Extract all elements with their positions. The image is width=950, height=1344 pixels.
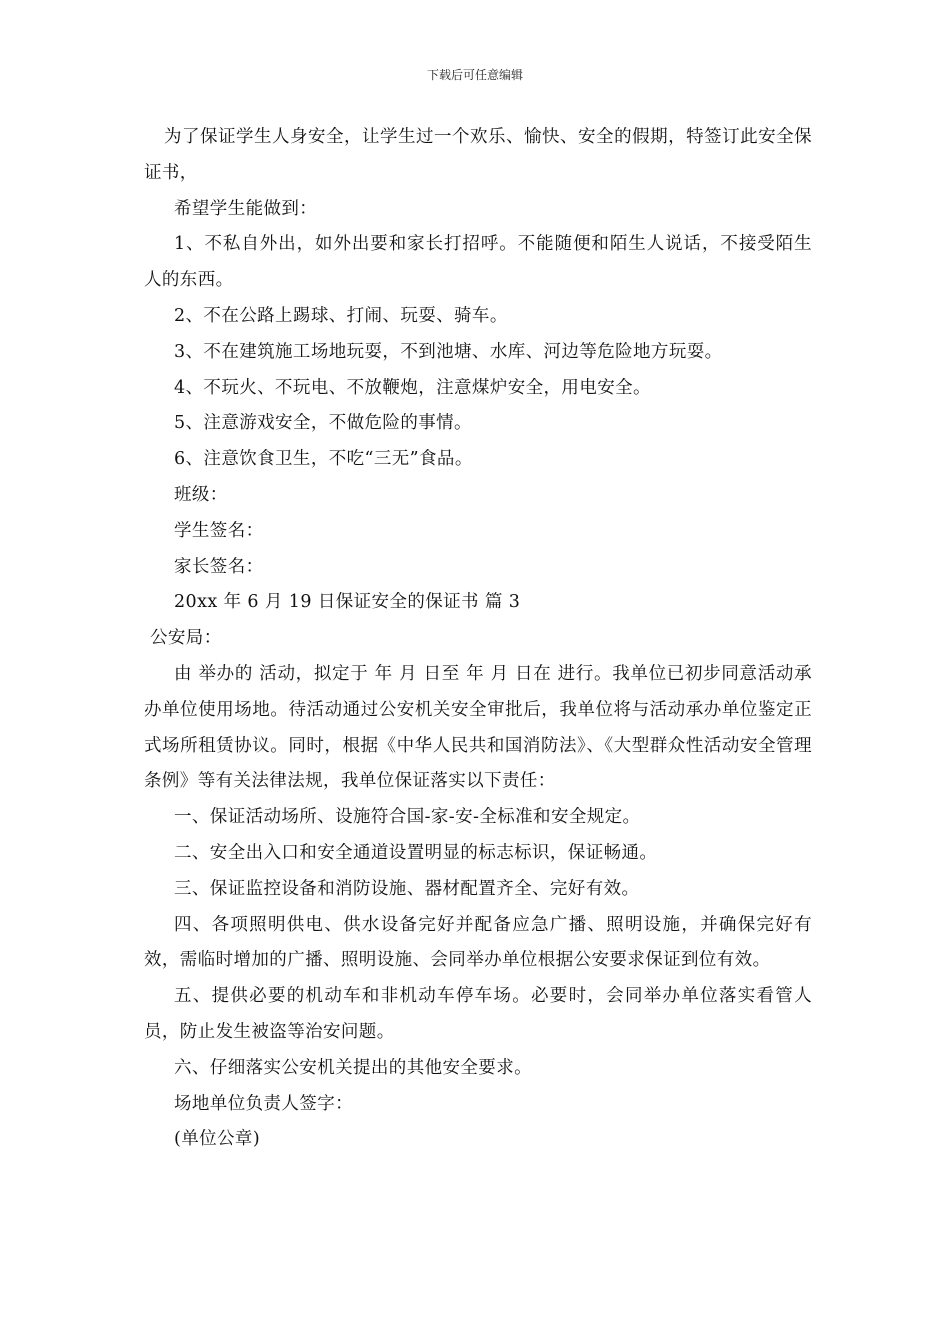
duty-item-3: 三、保证监控设备和消防设施、器材配置齐全、完好有效。 [174, 878, 640, 899]
intro-paragraph: 为了保证学生人身安全，让学生过一个欢乐、愉快、安全的假期，特签订此安全保证书， [144, 127, 812, 183]
section-title: 20xx 年 6 月 19 日保证安全的保证书 篇 3 [174, 592, 521, 613]
duty-item-2: 二、安全出入口和安全通道设置明显的标志标识，保证畅通。 [174, 842, 658, 863]
duty-item-5: 五、提供必要的机动车和非机动车停车场。必要时，会同举办单位落实看管人员，防止发生被盗等治安问题。 [144, 986, 812, 1042]
parent-signature-label: 家长签名： [174, 556, 264, 577]
document-body [144, 120, 812, 1158]
hope-heading: 希望学生能做到： [174, 198, 318, 219]
duty-item-4: 四、各项照明供电、供水设备完好并配备应急广播、照明设施，并确保完好有效，需临时增加的广播、照明设施、会同举办单位根据公安要求保证到位有效。 [144, 914, 812, 971]
student-signature-label: 学生签名： [174, 520, 264, 541]
addressee: 公安局： [150, 628, 222, 649]
rule-item-3: 3、不在建筑施工场地玩耍，不到池塘、水库、河边等危险地方玩耍。 [174, 341, 723, 362]
venue-signature-label: 场地单位负责人签字： [174, 1093, 353, 1114]
rule-item-1: 1、不私自外出，如外出要和家长打招呼。不能随便和陌生人说话，不接受陌生人的东西。 [144, 234, 812, 291]
rule-item-4: 4、不玩火、不玩电、不放鞭炮，注意煤炉安全，用电安全。 [174, 377, 651, 398]
rule-item-6: 6、注意饮食卫生，不吃“三无”食品。 [174, 449, 473, 470]
rule-item-5: 5、注意游戏安全，不做危险的事情。 [174, 413, 472, 434]
duty-item-6: 六、仔细落实公安机关提出的其他安全要求。 [174, 1057, 532, 1078]
class-field-label: 班级： [174, 484, 228, 505]
rule-item-2: 2、不在公路上踢球、打闹、玩耍、骑车。 [174, 305, 508, 326]
duty-item-1: 一、保证活动场所、设施符合国-家-安-全标准和安全规定。 [174, 807, 641, 828]
body-paragraph: 由 举办的 活动，拟定于 年 月 日至 年 月 日在 进行。我单位已初步同意活动承办单位使用场地。待活动通过公安机关安全审批后，我单位将与活动承办单位鉴定正式场所租赁协议。同时，根据《中华人民共和国消防法》、《大型群众性活动安全管理条例》等有关法律法规，我单位保证落实以下责任： [144, 663, 812, 792]
official-seal-label: (单位公章) [174, 1129, 261, 1150]
page-header: 下载后可任意编辑 [426, 68, 523, 82]
